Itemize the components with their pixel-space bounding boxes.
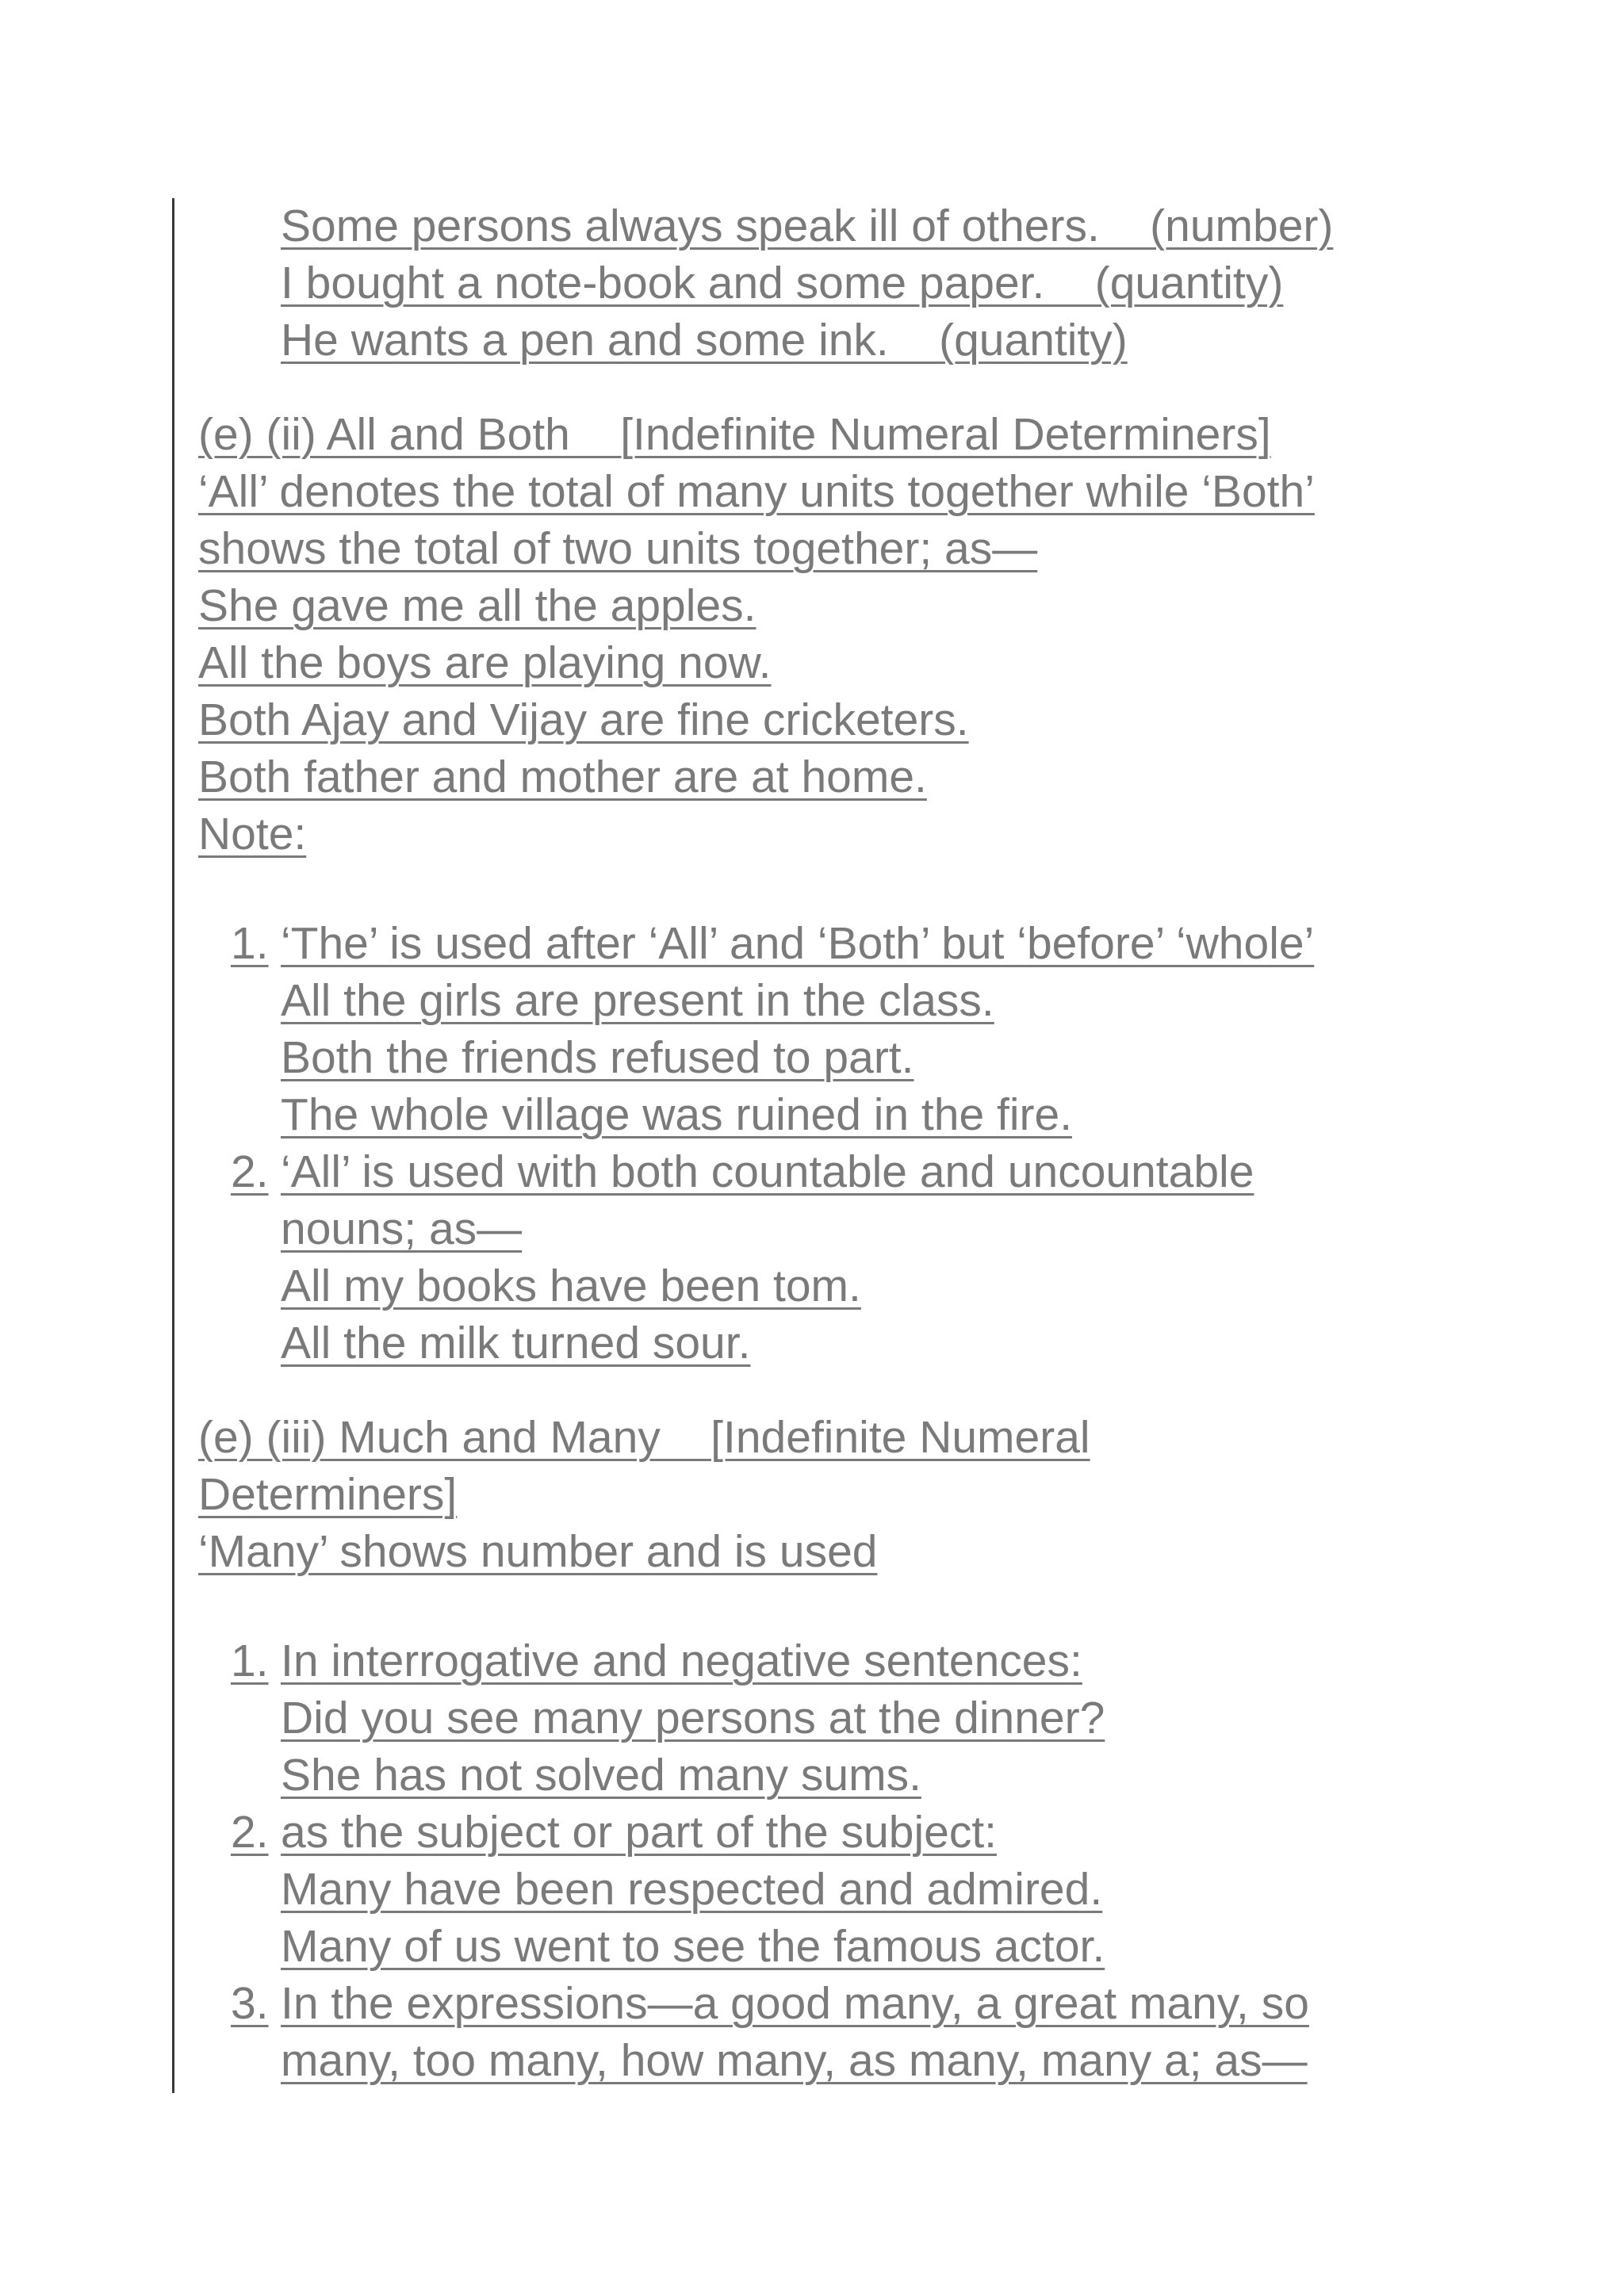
- section-heading-all-both: (e) (ii) All and Both [Indefinite Numeral Determiners]: [198, 409, 1271, 460]
- note-text: ‘All’ is used with both countable and uncountable: [281, 1146, 1254, 1197]
- intro-example: I bought a note-book and some paper. (quantity): [281, 258, 1284, 308]
- item-example: She has not solved many sums.: [281, 1750, 921, 1800]
- note-example: All the milk turned sour.: [281, 1318, 751, 1368]
- note-text: ‘The’ is used after ‘All’ and ‘Both’ but ‘before’ ‘whole’: [281, 918, 1315, 969]
- section-description: ‘Many’ shows number and is used: [198, 1526, 878, 1577]
- intro-example: Some persons always speak ill of others. (number): [281, 201, 1334, 251]
- example-line: All the boys are playing now.: [198, 637, 772, 688]
- item-number: 3.: [231, 1978, 269, 2029]
- note-example: All my books have been tom.: [281, 1261, 861, 1311]
- note-number: 2.: [231, 1146, 269, 1197]
- note-example: The whole village was ruined in the fire.: [281, 1089, 1073, 1140]
- section-description: ‘All’ denotes the total of many units together while ‘Both’: [198, 466, 1315, 517]
- example-line: Both Ajay and Vijay are fine cricketers.: [198, 695, 969, 745]
- section-heading-much-many: Determiners]: [198, 1469, 458, 1520]
- note-example: Both the friends refused to part.: [281, 1032, 914, 1083]
- item-text: In interrogative and negative sentences:: [281, 1636, 1082, 1686]
- example-line: She gave me all the apples.: [198, 580, 756, 631]
- section-description: shows the total of two units together; as—: [198, 523, 1038, 574]
- item-text: many, too many, how many, as many, many a; as—: [281, 2035, 1308, 2086]
- item-number: 1.: [231, 1636, 269, 1686]
- item-example: Many of us went to see the famous actor.: [281, 1921, 1105, 1972]
- example-line: Both father and mother are at home.: [198, 752, 927, 802]
- item-text: In the expressions—a good many, a great many, so: [281, 1978, 1309, 2029]
- note-number: 1.: [231, 918, 269, 969]
- note-example: All the girls are present in the class.: [281, 975, 994, 1026]
- note-label: Note:: [198, 809, 307, 859]
- intro-example: He wants a pen and some ink. (quantity): [281, 315, 1128, 365]
- section-heading-much-many: (e) (iii) Much and Many [Indefinite Numeral: [198, 1412, 1090, 1463]
- margin-rule: [172, 198, 174, 2093]
- item-number: 2.: [231, 1807, 269, 1858]
- item-example: Did you see many persons at the dinner?: [281, 1693, 1105, 1743]
- note-text: nouns; as—: [281, 1203, 523, 1254]
- item-text: as the subject or part of the subject:: [281, 1807, 998, 1858]
- item-example: Many have been respected and admired.: [281, 1864, 1103, 1915]
